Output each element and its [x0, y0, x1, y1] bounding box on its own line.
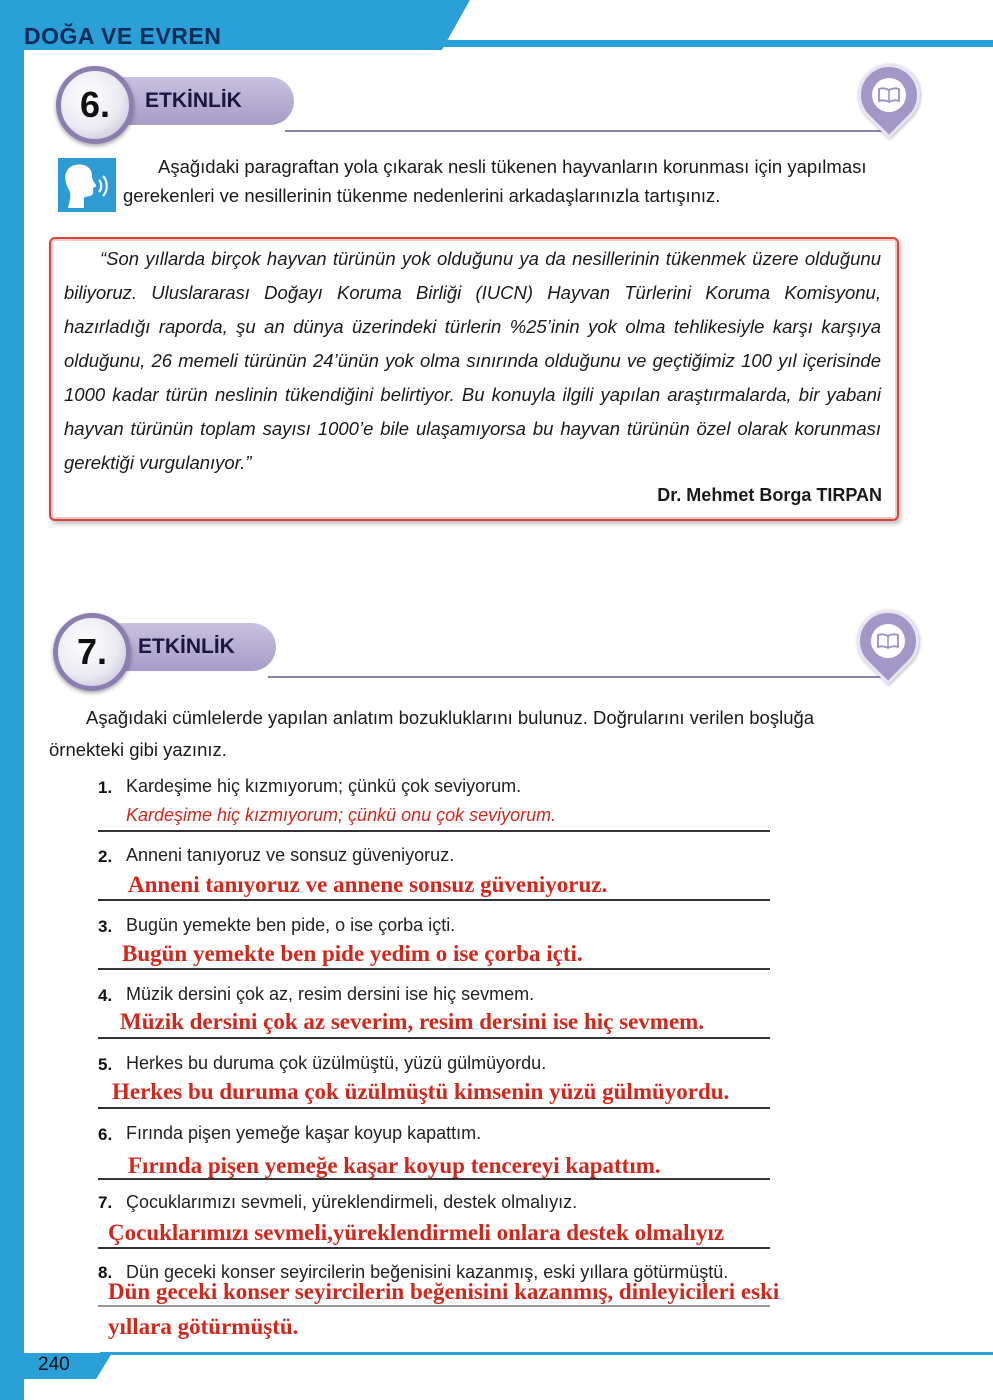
left-accent-bar — [0, 0, 24, 1400]
header-rule — [420, 40, 993, 47]
activity-7-book-pin — [857, 610, 919, 672]
quote-text: “Son yıllarda birçok hayvan türünün yok olduğunu ya da nesillerinin tükenmek üzere olduğunu biliyoruz. Uluslararası Doğayı Koruma Birliği (IUCN) Hayvan Türlerini Koruma Komisyonu, hazırladığı raporda, şu an dünya üzerindeki türlerin %25’inin yok olma tehlikesiyle karşı karşıya olduğunu, 26 memeli türünün 24’ünün yok olma sınırında olduğunu ve geçtiğimiz 100 yıl içerisinde 1000 kadar türün neslinin tükendiğini belirtiyor. Bu konuyla ilgili yapılan araştırmalarda, bir yabani hayvan türünün toplam sayısı 1000’e bile ulaşamıyorsa bu hayvan türünün özel olarak korunması gerektiği vurgulanıyor.” — [64, 248, 881, 473]
speaking-icon — [58, 158, 116, 212]
activity-7-number: 7. — [76, 631, 108, 672]
activity-7-intro-line2: örnekteki gibi yazınız. — [49, 739, 227, 760]
item-8-number: 8. — [98, 1263, 113, 1282]
item-7-sentence: Çocuklarımızı sevmeli, yüreklendirmeli, destek olmalıyız. — [126, 1192, 578, 1212]
item-5-sentence: Herkes bu duruma çok üzülmüştü, yüzü gülmüyordu. — [126, 1053, 547, 1073]
item-8-answer-line — [98, 1305, 770, 1307]
activity-6-label-text: ETKİNLİK — [145, 89, 242, 112]
activity-7-label-text: ETKİNLİK — [138, 635, 235, 658]
item-4-sentence: Müzik dersini çok az, resim dersini ise hiç sevmem. — [126, 984, 535, 1004]
item-5-number: 5. — [98, 1055, 113, 1074]
item-7-answer: Çocuklarımızı sevmeli,yüreklendirmeli onlara destek olmalıyız — [108, 1220, 725, 1245]
activity-7-intro-line1: Aşağıdaki cümlelerde yapılan anlatım bozukluklarını bulunuz. Doğrularını verilen boşluğa — [86, 707, 815, 728]
activity-6-intro-line1: Aşağıdaki paragraftan yola çıkarak nesli tükenen hayvanların korunması için yapılması — [158, 156, 867, 177]
item-8-sentence: Dün geceki konser seyircilerin beğenisini kazanmış, eski yıllara götürmüştü. — [126, 1262, 729, 1282]
activity-6-intro-line2: gerekenleri ve nesillerinin tükenme nedenlerini arkadaşlarınızla tartışınız. — [123, 185, 721, 206]
page-number: 240 — [38, 1354, 70, 1375]
item-1-answer-line — [98, 830, 770, 832]
quote-author: Dr. Mehmet Borga TIRPAN — [657, 485, 882, 505]
item-4-number: 4. — [98, 986, 113, 1005]
item-3-number: 3. — [98, 917, 113, 936]
item-1-number: 1. — [98, 778, 113, 797]
item-7-answer-line — [98, 1247, 770, 1249]
item-5-answer-line — [98, 1107, 770, 1109]
item-2-number: 2. — [98, 847, 113, 866]
activity-7-rule — [268, 676, 885, 678]
item-3-answer: Bugün yemekte ben pide yedim o ise çorba içti. — [122, 941, 583, 966]
activity-6-rule — [285, 130, 885, 132]
item-6-answer: Fırında pişen yemeğe kaşar koyup tencereyi kapattım. — [128, 1153, 661, 1178]
item-5-answer: Herkes bu duruma çok üzülmüştü kimsenin yüzü gülmüyordu. — [112, 1079, 730, 1104]
item-2-sentence: Anneni tanıyoruz ve sonsuz güveniyoruz. — [126, 845, 455, 865]
item-8-answer-line2: yıllara götürmüştü. — [108, 1314, 299, 1339]
activity-7-number-badge — [53, 613, 131, 691]
item-4-answer-line — [98, 1037, 770, 1039]
item-3-answer-line — [98, 968, 770, 970]
item-1-sentence: Kardeşime hiç kızmıyorum; çünkü çok seviyorum. — [126, 776, 522, 796]
item-2-answer-line — [98, 899, 770, 901]
item-6-sentence: Fırında pişen yemeğe kaşar koyup kapattım. — [126, 1123, 482, 1143]
item-7-number: 7. — [98, 1193, 113, 1212]
item-6-number: 6. — [98, 1125, 113, 1144]
item-4-answer: Müzik dersini çok az severim, resim dersini ise hiç sevmem. — [120, 1009, 705, 1034]
activity-6-number-badge — [56, 66, 134, 144]
book-icon — [872, 78, 906, 112]
item-2-answer: Anneni tanıyoruz ve annene sonsuz güveniyoruz. — [128, 872, 608, 897]
chapter-title: DOĞA VE EVREN — [24, 23, 222, 49]
item-6-answer-line — [98, 1178, 770, 1180]
activity-6-book-pin — [858, 64, 920, 126]
item-8-answer-line1: Dün geceki konser seyircilerin beğenisini kazanmış, dinleyicileri eski — [108, 1279, 780, 1304]
book-icon — [871, 624, 905, 658]
item-1-answer: Kardeşime hiç kızmıyorum; çünkü onu çok seviyorum. — [126, 805, 557, 825]
activity-6-number: 6. — [79, 84, 111, 125]
item-3-sentence: Bugün yemekte ben pide, o ise çorba içti. — [126, 915, 456, 935]
footer-rule — [100, 1352, 993, 1355]
